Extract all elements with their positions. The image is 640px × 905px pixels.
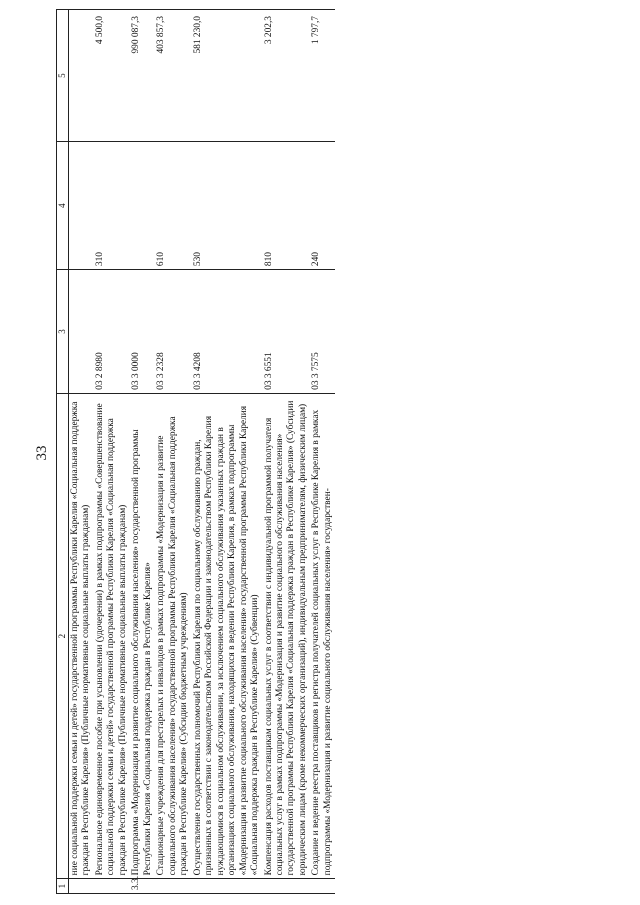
row-target-code: 03 2 8980	[94, 270, 130, 394]
row-number	[94, 879, 130, 894]
row-target-code: 03 3 4208	[192, 270, 263, 394]
table-row	[310, 10, 335, 894]
row-sum: 1 797,7	[310, 10, 335, 142]
row-number	[155, 879, 191, 894]
table-row	[130, 10, 155, 894]
row-expense-group: 530	[192, 142, 263, 270]
page-number: 33	[34, 445, 50, 461]
table-row	[69, 10, 94, 894]
column-header-2: 2	[57, 393, 69, 879]
row-target-code: 03 3 7575	[310, 270, 335, 394]
row-target-code: 03 3 6551	[263, 270, 311, 394]
column-header-1: 1	[57, 879, 69, 894]
table-body	[69, 10, 336, 894]
table-header-row	[57, 10, 69, 894]
row-sum: 3 202,3	[263, 10, 311, 142]
row-name: Региональное единовременное пособие при усыновлении (удочерении) в рамках подпрограммы «Совершенствование социальной поддержки семьи и детей» государственной программы Республики Карелия «Социальная поддержка граждан в Республике Карелия» (Публичные нормативные социальные выплаты гражданам)	[94, 393, 130, 879]
table-row	[155, 10, 191, 894]
row-name: Стационарные учреждения для престарелых и инвалидов в рамках подпрограммы «Модернизация и развитие социального обслуживания населения» государственной программы Республики Карелия «Социальная поддержка граждан в Республике Карелия» (Субсидии бюджетным учреждениям)	[155, 393, 191, 879]
row-name: Подпрограмма «Модернизация и развитие социального обслуживания населения» государственной программы Республики Карелия «Социальная поддержка граждан в Республике Карелия»	[130, 393, 155, 879]
row-number: 3.3.	[130, 879, 155, 894]
row-sum: 403 857,3	[155, 10, 191, 142]
row-expense-group	[130, 142, 155, 270]
table-row	[94, 10, 130, 894]
row-expense-group: 810	[263, 142, 311, 270]
row-target-code: 03 3 2328	[155, 270, 191, 394]
row-number	[263, 879, 311, 894]
row-name: ние социальной поддержки семьи и детей» государственной программы Республики Карелия «Социальная поддержка граждан в Республике Карелия» (Публичные нормативные социальные выплаты гражданам)	[69, 393, 94, 879]
table-row	[263, 10, 311, 894]
row-sum: 4 500,0	[94, 10, 130, 142]
table-row	[192, 10, 263, 894]
budget-table	[56, 9, 335, 894]
row-number	[69, 879, 94, 894]
row-expense-group	[69, 142, 94, 270]
column-header-3: 3	[57, 270, 69, 394]
row-expense-group: 610	[155, 142, 191, 270]
column-header-4: 4	[57, 142, 69, 270]
row-sum	[69, 10, 94, 142]
row-sum: 581 230,0	[192, 10, 263, 142]
row-name: Компенсация расходов поставщикам социальных услуг в соответствии с индивидуальной программой получателя социальных услуг в рамках подпрограммы «Модернизация и развитие социального обслуживания населения» государственной программы Республики Карелия «Социальная поддержка граждан в Республике Карелия» (Субсидии юридическим лицам (кроме некоммерческих организаций), индивидуальным предпринимателям, физическим лицам)	[263, 393, 311, 879]
row-name: Создание и ведение реестра поставщиков и регистра получателей социальных услуг в Республике Карелия в рамках подпрограммы «Модернизация и развитие социального обслуживания населения» государствен-	[310, 393, 335, 879]
row-number	[310, 879, 335, 894]
rotated-page-area	[56, 9, 628, 894]
row-number	[192, 879, 263, 894]
row-expense-group: 240	[310, 142, 335, 270]
column-header-5: 5	[57, 10, 69, 142]
row-sum: 990 087,3	[130, 10, 155, 142]
budget-table-container	[56, 9, 628, 894]
row-expense-group: 310	[94, 142, 130, 270]
row-name: Осуществление государственных полномочий Республики Карелия по социальному обслуживанию граждан, признанных в соответствии с законодательством Российской Федерации и законодательством Республики Карелия нуждающимися в социальном обслуживании, за исключением социального обслуживания указанных граждан в организациях социального обслуживания, находящихся в ведении Республики Карелия, в рамках подпрограммы «Модернизация и развитие социального обслуживания населения» государственной программы Республики Карелия «Социальная поддержка граждан в Республике Карелия» (Субвенции)	[192, 393, 263, 879]
row-target-code: 03 3 0000	[130, 270, 155, 394]
row-target-code	[69, 270, 94, 394]
